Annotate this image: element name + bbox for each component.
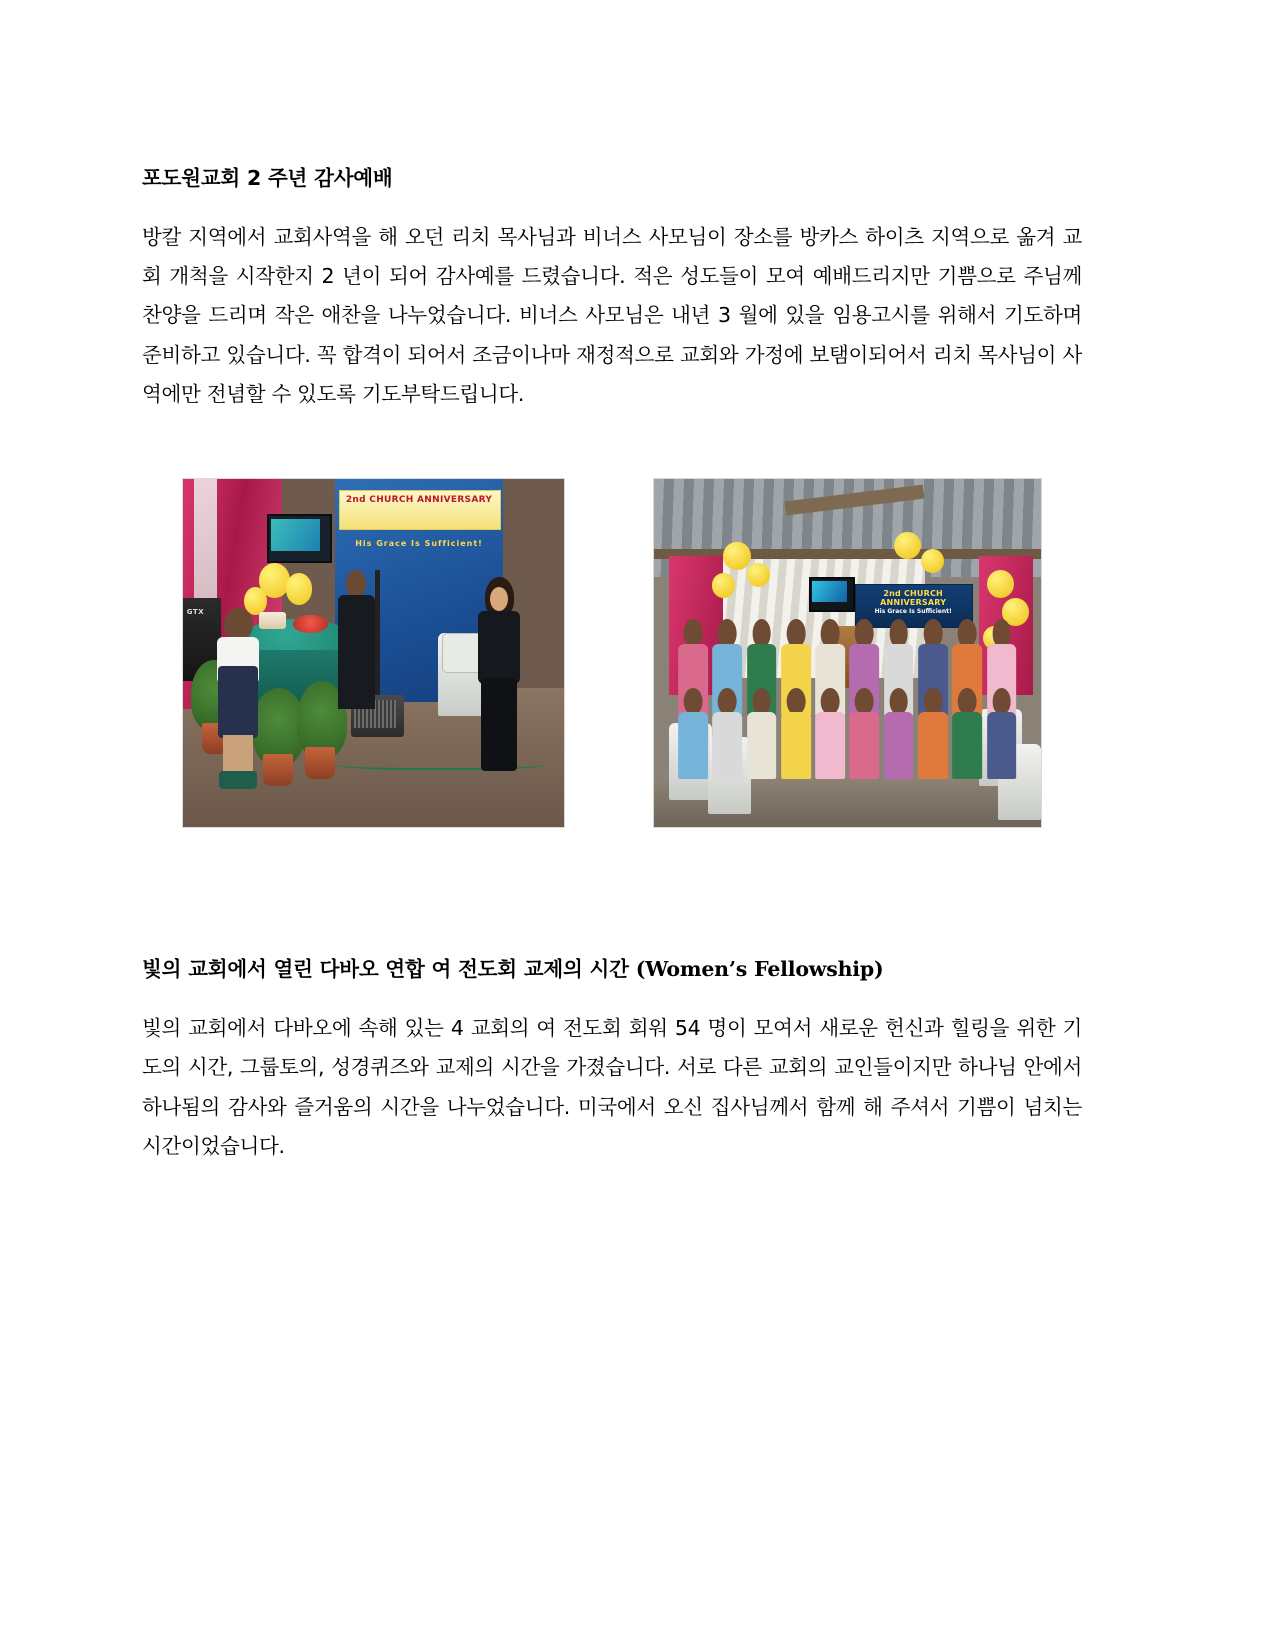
photo1-child-left [213, 608, 262, 789]
photo2-child [711, 688, 743, 778]
photo2-child-torso [815, 712, 845, 779]
photo2-banner-subtitle: His Grace Is Sufficient! [874, 608, 952, 616]
photo1-banner-line2: His Grace Is Sufficient! [355, 538, 483, 548]
photo2-balloon [894, 532, 921, 560]
photo1-child-shoes [219, 771, 257, 789]
photo2-child [883, 688, 915, 778]
photo1-girl-right [472, 577, 525, 779]
photo1-cake [259, 612, 286, 629]
photo1-banner-line1: 2nd CHURCH ANNIVERSARY [345, 495, 493, 506]
photo2-child [951, 688, 983, 778]
photo2-balloon [747, 563, 770, 587]
photo1-child-head [224, 608, 253, 641]
photo2-child-torso [747, 712, 777, 779]
photo1-boy-center [335, 570, 377, 709]
photo2-children-row [677, 688, 1018, 778]
church-anniversary-service-photo [182, 478, 565, 828]
photo1-boy-body [338, 595, 375, 709]
section-paragraph-2: 빛의 교회에서 다바오에 속해 있는 4 교회의 여 전도회 회워 54 명이 모여서 새로운 헌신과 힐링을 위한 기도의 시간, 그룹토의, 성경퀴즈와 교제의 시간을 가졌습니다. 서로 다른 교회의 교인들이지만 하나님 안에서 하나됨의 감사와 즐거움의 시간을 나누었습니다. 미국에서 오신 집사님께서 함께 해 주셔서 기쁨이 넘치는 시간이었습니다. [142, 1016, 1082, 1159]
photo2-child-torso [678, 712, 708, 779]
photo2-child-torso [987, 712, 1017, 779]
photo1-girl-face [490, 587, 508, 611]
photo2-balloon [712, 573, 735, 597]
section-heading-2-latin: (Women’s Fellowship) [635, 957, 884, 982]
photo2-banner-title: 2nd CHURCH ANNIVERSARY [880, 589, 947, 608]
photo1-food-bowl [293, 615, 327, 632]
section-heading-2 [142, 956, 1082, 983]
photo1-tv-glow [271, 519, 320, 550]
photo2-child [848, 688, 880, 778]
photo2-balloon [723, 542, 750, 570]
photo2-child [780, 688, 812, 778]
photo1-girl-top [478, 611, 521, 684]
photo1-child-legs [223, 735, 253, 775]
photo2-tv-glow [812, 581, 847, 602]
photo2-child-torso [918, 712, 948, 779]
spacer [142, 414, 1082, 462]
photo1-balloon [286, 573, 313, 604]
spacer [142, 844, 1082, 956]
photo2-child [985, 688, 1017, 778]
photo2-child [677, 688, 709, 778]
section-heading-1: 포도원교회 2 주년 감사예배 [142, 166, 393, 190]
photo2-child-torso [850, 712, 880, 779]
document-body [142, 165, 1082, 1167]
photo1-child-overall [218, 666, 258, 738]
photo2-child-torso [884, 712, 914, 779]
photo1-flower-pot [263, 754, 293, 785]
church-congregation-group-photo [653, 478, 1042, 828]
photo1-girl-pants [481, 678, 517, 771]
photo1-flower-pot [305, 747, 335, 778]
photo2-child-torso [952, 712, 982, 779]
photo1-amplifier-label: GTX [186, 608, 205, 617]
photo2-child [917, 688, 949, 778]
section-paragraph-1: 방칼 지역에서 교회사역을 해 오던 리치 목사님과 비너스 사모님이 장소를 방카스 하이츠 지역으로 옮겨 교회 개척을 시작한지 2 년이 되어 감사예를 드렸습니다. 적은 성도들이 모여 예배드리지만 기쁨으로 주님께 찬양을 드리며 작은 애찬을 나누었습니다. 비너스 사모님은 내년 3 월에 있을 임용고시를 위해서 기도하며 준비하고 있습니다. 꼭 합격이 되어서 조금이나마 재정적으로 교회와 가정에 보탬이되어서 리치 목사님이 사역에만 전념할 수 있도록 기도부탁드립니다. [142, 224, 1082, 407]
photo2-child-torso [713, 712, 743, 779]
photo1-boy-head [346, 570, 366, 598]
photo-row [142, 462, 1082, 844]
photo2-child [745, 688, 777, 778]
section-heading-2-korean: 빛의 교회에서 열린 다바오 연합 여 전도회 교제의 시간 [142, 957, 636, 982]
photo2-balloon [987, 570, 1014, 598]
photo2-child-torso [781, 712, 811, 779]
photo2-child [814, 688, 846, 778]
